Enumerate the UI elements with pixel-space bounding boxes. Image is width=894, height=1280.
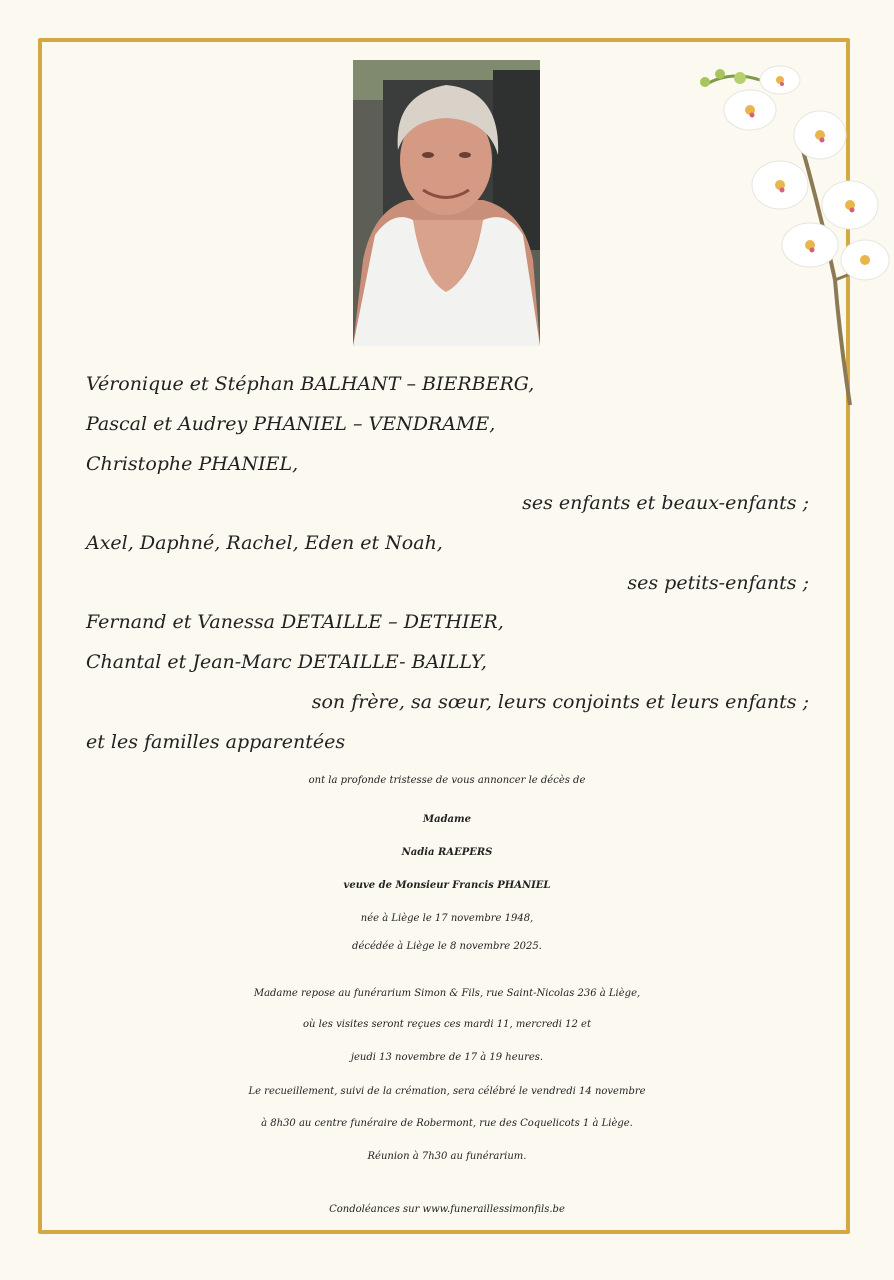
details-line-4: Le recueillement, suivi de la crémation, sera célébré le vendredi 14 novembre bbox=[248, 1086, 646, 1097]
sibling-line-1: Fernand et Vanessa DETAILLE – DETHIER, bbox=[86, 611, 504, 633]
birth-info: née à Liège le 17 novembre 1948, bbox=[360, 913, 534, 924]
role-siblings: son frère, sa sœur, leurs conjoints et leurs enfants ; bbox=[311, 691, 809, 713]
sibling-line-2: Chantal et Jean-Marc DETAILLE- BAILLY, bbox=[86, 651, 487, 673]
announcement-text: ont la profonde tristesse de vous annoncer le décès de bbox=[308, 775, 586, 786]
details-line-1: Madame repose au funérarium Simon & Fils, rue Saint-Nicolas 236 à Liège, bbox=[253, 988, 641, 999]
family-line-2: Pascal et Audrey PHANIEL – VENDRAME, bbox=[86, 413, 496, 435]
details-line-6: Réunion à 7h30 au funérarium. bbox=[367, 1151, 527, 1162]
other-families: et les familles apparentées bbox=[86, 731, 346, 753]
role-children: ses enfants et beaux-enfants ; bbox=[522, 492, 809, 514]
role-grandchildren: ses petits-enfants ; bbox=[627, 572, 809, 594]
portrait-photo bbox=[353, 60, 540, 346]
orchid-decoration bbox=[690, 60, 894, 410]
death-info: décédée à Liège le 8 novembre 2025. bbox=[352, 941, 542, 952]
details-line-5: à 8h30 au centre funéraire de Robermont, rue des Coquelicots 1 à Liège. bbox=[261, 1118, 633, 1129]
grandchildren-line: Axel, Daphné, Rachel, Eden et Noah, bbox=[86, 532, 443, 554]
widow-of: veuve de Monsieur Francis PHANIEL bbox=[343, 880, 551, 891]
details-line-3: jeudi 13 novembre de 17 à 19 heures. bbox=[350, 1052, 544, 1063]
deceased-title: Madame bbox=[423, 814, 471, 825]
family-line-1: Véronique et Stéphan BALHANT – BIERBERG, bbox=[86, 373, 535, 395]
details-line-2: où les visites seront reçues ces mardi 11, mercredi 12 et bbox=[303, 1019, 591, 1030]
condolences-link[interactable]: Condoléances sur www.funeraillessimonfils.be bbox=[329, 1204, 565, 1215]
deceased-name: Nadia RAEPERS bbox=[401, 847, 493, 858]
family-line-3: Christophe PHANIEL, bbox=[86, 453, 299, 475]
